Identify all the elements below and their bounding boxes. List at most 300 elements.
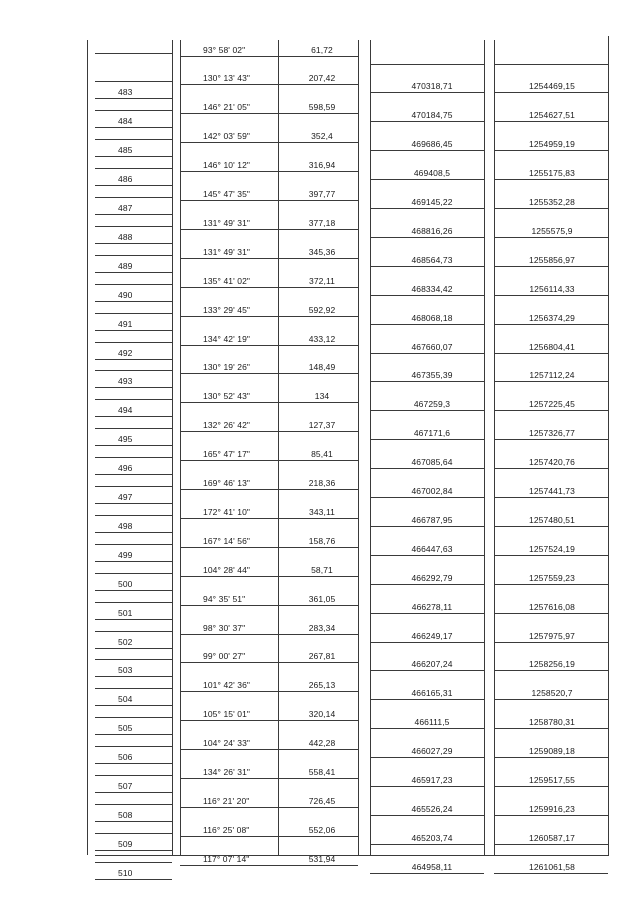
segment-distance: 361,05 xyxy=(308,593,336,604)
column-divider xyxy=(172,40,173,855)
column-divider xyxy=(608,36,609,855)
bearing-angle: 131° 49' 31" xyxy=(203,217,251,228)
column-divider xyxy=(278,40,279,855)
bearing-angle: 98° 30' 37" xyxy=(203,622,246,633)
segment-distance: 558,41 xyxy=(308,767,336,777)
point-number: 483 xyxy=(118,87,133,98)
row-rule xyxy=(278,113,358,114)
coordinate-y: 1257524,19 xyxy=(529,543,575,554)
row-rule xyxy=(180,836,278,837)
row-rule xyxy=(278,460,358,461)
row-rule xyxy=(494,121,608,122)
segment-distance: 218,36 xyxy=(308,478,336,488)
segment-distance: 127,37 xyxy=(308,420,336,431)
row-rule xyxy=(370,179,484,180)
segment-distance: 433,12 xyxy=(308,333,336,344)
row-rule xyxy=(95,255,172,256)
row-rule xyxy=(278,402,358,403)
row-rule xyxy=(278,258,358,259)
row-rule xyxy=(180,662,278,663)
row-rule xyxy=(180,749,278,750)
coordinate-x: 469686,45 xyxy=(411,139,453,150)
row-rule xyxy=(95,313,172,314)
row-rule xyxy=(494,642,608,643)
row-rule xyxy=(95,301,172,302)
row-rule xyxy=(494,844,608,845)
point-number: 506 xyxy=(118,752,133,763)
row-rule xyxy=(95,833,172,834)
coordinate-y: 1259916,23 xyxy=(529,803,575,814)
bearing-angle: 145° 47' 35" xyxy=(203,189,251,199)
row-rule xyxy=(180,171,278,172)
point-number: 502 xyxy=(118,636,133,647)
point-number: 493 xyxy=(118,376,133,387)
row-rule xyxy=(370,584,484,585)
row-rule xyxy=(494,555,608,556)
column-divider xyxy=(180,40,181,855)
row-rule xyxy=(278,836,358,837)
coordinate-y: 1257420,76 xyxy=(529,457,575,468)
row-rule xyxy=(95,53,172,54)
row-rule xyxy=(180,778,278,779)
coordinate-x: 469145,22 xyxy=(411,197,453,207)
coordinate-x: 466447,63 xyxy=(411,543,453,554)
segment-distance: 207,42 xyxy=(308,73,336,84)
bearing-angle: 130° 13' 43" xyxy=(203,73,251,84)
row-rule xyxy=(95,879,172,880)
row-rule xyxy=(95,330,172,331)
row-rule xyxy=(278,518,358,519)
row-rule xyxy=(95,503,172,504)
bearing-angle: 130° 52' 43" xyxy=(203,391,251,402)
row-rule xyxy=(95,804,172,805)
row-rule xyxy=(95,792,172,793)
segment-distance: 592,92 xyxy=(308,304,336,315)
coordinate-x: 467085,64 xyxy=(411,457,453,468)
row-rule xyxy=(370,381,484,382)
row-rule xyxy=(370,613,484,614)
row-rule xyxy=(95,659,172,660)
row-rule xyxy=(370,410,484,411)
segment-distance: 85,41 xyxy=(311,449,333,460)
coordinate-y: 1258256,19 xyxy=(529,659,575,670)
bearing-angle: 169° 46' 13" xyxy=(203,478,251,488)
row-rule xyxy=(95,370,172,371)
coordinate-y: 1255575,9 xyxy=(531,225,573,236)
bearing-angle: 134° 26' 31" xyxy=(203,767,251,777)
row-rule xyxy=(95,676,172,677)
coordinate-y: 1258780,31 xyxy=(529,717,575,728)
segment-distance: 134 xyxy=(314,391,330,402)
bearing-angle: 172° 41' 10" xyxy=(203,506,251,517)
coordinate-x: 465917,23 xyxy=(411,775,453,785)
bearing-angle: 94° 35' 51" xyxy=(203,593,246,604)
row-rule xyxy=(494,670,608,671)
row-rule xyxy=(180,84,278,85)
point-number: 495 xyxy=(118,434,133,445)
point-number: 497 xyxy=(118,492,133,502)
segment-distance: 283,34 xyxy=(308,622,336,633)
segment-distance: 372,11 xyxy=(309,275,335,286)
column-divider xyxy=(370,40,371,855)
row-rule xyxy=(95,284,172,285)
table-bottom-border xyxy=(95,855,609,856)
row-rule xyxy=(370,786,484,787)
coordinate-y: 1257441,73 xyxy=(529,486,575,496)
coordinate-y: 1257975,97 xyxy=(529,630,575,641)
coordinate-y: 1257112,24 xyxy=(529,370,575,381)
point-number: 487 xyxy=(118,203,133,213)
segment-distance: 442,28 xyxy=(308,738,336,749)
row-rule xyxy=(180,113,278,114)
row-rule xyxy=(494,353,608,354)
coordinate-x: 467002,84 xyxy=(411,486,453,496)
row-rule xyxy=(95,648,172,649)
row-rule xyxy=(494,150,608,151)
row-rule xyxy=(370,873,484,874)
segment-distance: 267,81 xyxy=(308,651,336,662)
row-rule xyxy=(180,287,278,288)
segment-distance: 316,94 xyxy=(308,160,336,171)
row-rule xyxy=(278,56,358,57)
column-divider xyxy=(87,40,88,855)
coordinate-x: 467259,3 xyxy=(413,399,451,410)
row-rule xyxy=(494,497,608,498)
row-rule xyxy=(95,226,172,227)
coordinate-y: 1257225,45 xyxy=(529,399,575,410)
row-rule xyxy=(370,699,484,700)
row-rule xyxy=(494,295,608,296)
coordinate-x: 467660,07 xyxy=(411,341,453,352)
point-number: 509 xyxy=(118,838,133,849)
bearing-angle: 105° 15' 01" xyxy=(203,709,251,720)
point-number: 498 xyxy=(118,520,133,531)
row-rule xyxy=(95,515,172,516)
bearing-angle: 133° 29' 45" xyxy=(203,304,251,315)
point-number: 488 xyxy=(118,231,133,242)
row-rule xyxy=(180,316,278,317)
bearing-angle: 135° 41' 02" xyxy=(203,275,251,286)
row-rule xyxy=(370,468,484,469)
bearing-angle: 134° 42' 19" xyxy=(203,333,251,344)
coordinate-x: 470184,75 xyxy=(411,110,453,121)
row-rule xyxy=(278,171,358,172)
point-number: 484 xyxy=(118,116,133,127)
bearing-angle: 165° 47' 17" xyxy=(203,449,251,460)
row-rule xyxy=(370,121,484,122)
row-rule xyxy=(95,399,172,400)
row-rule xyxy=(278,229,358,230)
row-rule xyxy=(278,200,358,201)
row-rule xyxy=(95,342,172,343)
coordinate-x: 464958,11 xyxy=(411,861,453,872)
row-rule xyxy=(278,576,358,577)
row-rule xyxy=(278,345,358,346)
row-rule xyxy=(180,229,278,230)
row-rule xyxy=(95,544,172,545)
coordinate-x: 466111,5 xyxy=(414,717,450,728)
row-rule xyxy=(95,185,172,186)
coordinate-x: 465526,24 xyxy=(411,803,453,814)
point-number: 491 xyxy=(118,318,133,329)
coordinate-x: 469408,5 xyxy=(413,168,451,179)
row-rule xyxy=(278,720,358,721)
row-rule xyxy=(370,266,484,267)
row-rule xyxy=(180,865,278,866)
coordinate-y: 1260587,17 xyxy=(529,832,575,843)
coordinate-x: 468334,42 xyxy=(411,283,453,294)
segment-distance: 58,71 xyxy=(311,564,333,575)
segment-distance: 265,13 xyxy=(308,680,336,691)
row-rule xyxy=(95,98,172,99)
segment-distance: 320,14 xyxy=(308,709,336,720)
row-rule xyxy=(494,179,608,180)
row-rule xyxy=(95,532,172,533)
bearing-angle: 146° 21' 05" xyxy=(203,102,251,113)
coordinate-y: 1255352,28 xyxy=(529,197,575,207)
row-rule xyxy=(180,56,278,57)
column-divider xyxy=(494,40,495,855)
row-rule xyxy=(494,728,608,729)
bearing-angle: 116° 25' 08" xyxy=(203,824,250,835)
coordinate-x: 465203,74 xyxy=(411,832,453,843)
row-rule xyxy=(278,778,358,779)
row-rule xyxy=(95,631,172,632)
coordinate-x: 466027,29 xyxy=(411,746,453,757)
row-rule xyxy=(95,197,172,198)
row-rule xyxy=(95,705,172,706)
coordinate-y: 1255856,97 xyxy=(529,254,575,265)
row-rule xyxy=(180,489,278,490)
row-rule xyxy=(180,605,278,606)
row-rule xyxy=(180,142,278,143)
row-rule xyxy=(278,662,358,663)
row-rule xyxy=(95,486,172,487)
row-rule xyxy=(278,431,358,432)
row-rule xyxy=(95,602,172,603)
point-number: 499 xyxy=(118,549,133,560)
segment-distance: 343,11 xyxy=(309,506,335,517)
row-rule xyxy=(278,634,358,635)
row-rule xyxy=(180,547,278,548)
row-rule xyxy=(95,862,172,863)
row-rule xyxy=(95,168,172,169)
segment-distance: 148,49 xyxy=(308,362,336,373)
bearing-angle: 116° 21' 20" xyxy=(203,795,250,806)
row-rule xyxy=(370,64,484,65)
segment-distance: 397,77 xyxy=(308,189,336,199)
point-number: 505 xyxy=(118,723,133,734)
row-rule xyxy=(494,526,608,527)
row-rule xyxy=(494,381,608,382)
bearing-angle: 99° 00' 27" xyxy=(203,651,246,662)
row-rule xyxy=(494,92,608,93)
row-rule xyxy=(370,439,484,440)
point-number: 489 xyxy=(118,260,133,271)
row-rule xyxy=(95,734,172,735)
coordinate-y: 1254469,15 xyxy=(529,81,575,92)
row-rule xyxy=(494,815,608,816)
coordinate-x: 466787,95 xyxy=(411,514,453,525)
row-rule xyxy=(95,821,172,822)
row-rule xyxy=(180,634,278,635)
bearing-angle: 167° 14' 56" xyxy=(203,535,251,546)
coordinate-y: 1258520,7 xyxy=(531,688,573,699)
segment-distance: 726,45 xyxy=(308,795,336,806)
coordinate-y: 1261061,58 xyxy=(529,861,575,872)
coordinate-x: 467171,6 xyxy=(413,428,451,439)
point-number: 504 xyxy=(118,694,133,705)
point-number: 494 xyxy=(118,405,133,416)
row-rule xyxy=(180,691,278,692)
coordinate-x: 467355,39 xyxy=(411,370,453,381)
bearing-angle: 101° 42' 36" xyxy=(203,680,251,691)
row-rule xyxy=(278,84,358,85)
coordinate-y: 1255175,83 xyxy=(529,168,575,179)
row-rule xyxy=(278,142,358,143)
column-divider xyxy=(484,40,485,855)
segment-distance: 377,18 xyxy=(308,217,336,228)
point-number: 492 xyxy=(118,347,133,358)
row-rule xyxy=(95,850,172,851)
row-rule xyxy=(95,445,172,446)
coordinate-y: 1257326,77 xyxy=(529,428,575,439)
row-rule xyxy=(180,258,278,259)
point-number: 501 xyxy=(118,607,133,618)
row-rule xyxy=(95,717,172,718)
bearing-angle: 104° 28' 44" xyxy=(203,564,251,575)
row-rule xyxy=(494,266,608,267)
row-rule xyxy=(95,590,172,591)
coordinate-y: 1257616,08 xyxy=(529,601,575,612)
row-rule xyxy=(494,873,608,874)
row-rule xyxy=(95,156,172,157)
row-rule xyxy=(278,547,358,548)
row-rule xyxy=(278,373,358,374)
row-rule xyxy=(494,613,608,614)
coordinate-x: 468068,18 xyxy=(411,312,453,323)
row-rule xyxy=(180,402,278,403)
row-rule xyxy=(370,295,484,296)
row-rule xyxy=(95,139,172,140)
row-rule xyxy=(278,865,358,866)
row-rule xyxy=(95,243,172,244)
coordinate-x: 466207,24 xyxy=(411,659,453,670)
row-rule xyxy=(370,92,484,93)
row-rule xyxy=(95,688,172,689)
row-rule xyxy=(180,576,278,577)
coordinate-y: 1256114,33 xyxy=(529,283,575,294)
coordinate-x: 466249,17 xyxy=(411,630,453,641)
row-rule xyxy=(370,555,484,556)
row-rule xyxy=(95,428,172,429)
row-rule xyxy=(370,670,484,671)
row-rule xyxy=(494,468,608,469)
row-rule xyxy=(494,699,608,700)
bearing-angle: 131° 49' 31" xyxy=(203,246,251,257)
coordinate-y: 1257559,23 xyxy=(529,572,575,583)
row-rule xyxy=(180,460,278,461)
row-rule xyxy=(278,691,358,692)
row-rule xyxy=(95,110,172,111)
row-rule xyxy=(370,844,484,845)
row-rule xyxy=(278,287,358,288)
row-rule xyxy=(278,489,358,490)
row-rule xyxy=(494,786,608,787)
row-rule xyxy=(95,214,172,215)
row-rule xyxy=(370,728,484,729)
point-number: 496 xyxy=(118,463,133,474)
row-rule xyxy=(180,431,278,432)
row-rule xyxy=(370,815,484,816)
row-rule xyxy=(278,807,358,808)
segment-distance: 598,59 xyxy=(308,102,336,113)
row-rule xyxy=(494,237,608,238)
row-rule xyxy=(95,416,172,417)
coordinate-x: 466165,31 xyxy=(411,688,453,699)
segment-distance: 531,94 xyxy=(308,853,336,864)
row-rule xyxy=(494,410,608,411)
point-number: 503 xyxy=(118,665,133,676)
point-number: 490 xyxy=(118,289,133,300)
row-rule xyxy=(494,208,608,209)
coordinate-y: 1259517,55 xyxy=(529,775,575,785)
row-rule xyxy=(95,127,172,128)
row-rule xyxy=(95,763,172,764)
row-rule xyxy=(95,457,172,458)
point-number: 508 xyxy=(118,809,133,820)
coordinate-y: 1256374,29 xyxy=(529,312,575,323)
point-number: 500 xyxy=(118,578,133,589)
coordinate-x: 468564,73 xyxy=(411,254,453,265)
row-rule xyxy=(180,720,278,721)
row-rule xyxy=(95,272,172,273)
row-rule xyxy=(370,757,484,758)
row-rule xyxy=(370,208,484,209)
row-rule xyxy=(95,561,172,562)
row-rule xyxy=(180,807,278,808)
coordinate-y: 1257480,51 xyxy=(529,514,575,525)
bearing-angle: 132° 26' 42" xyxy=(203,420,251,431)
point-number: 485 xyxy=(118,145,133,156)
row-rule xyxy=(370,150,484,151)
coordinate-x: 470318,71 xyxy=(411,81,453,92)
row-rule xyxy=(278,605,358,606)
bearing-angle: 104° 24' 33" xyxy=(203,738,251,749)
row-rule xyxy=(370,642,484,643)
column-divider xyxy=(358,40,359,855)
coordinate-x: 466292,79 xyxy=(411,572,453,583)
row-rule xyxy=(494,757,608,758)
row-rule xyxy=(180,518,278,519)
row-rule xyxy=(494,324,608,325)
row-rule xyxy=(278,316,358,317)
row-rule xyxy=(180,200,278,201)
segment-distance: 345,36 xyxy=(308,246,336,257)
row-rule xyxy=(180,373,278,374)
bearing-angle: 93° 58' 02" xyxy=(203,44,246,55)
row-rule xyxy=(494,584,608,585)
row-rule xyxy=(95,573,172,574)
row-rule xyxy=(494,439,608,440)
coordinate-y: 1254627,51 xyxy=(529,110,575,121)
segment-distance: 61,72 xyxy=(311,44,333,55)
bearing-angle: 117° 07' 14" xyxy=(203,853,250,864)
row-rule xyxy=(370,353,484,354)
row-rule xyxy=(95,746,172,747)
segment-distance: 158,76 xyxy=(308,535,336,546)
coordinate-x: 468816,26 xyxy=(411,225,453,236)
